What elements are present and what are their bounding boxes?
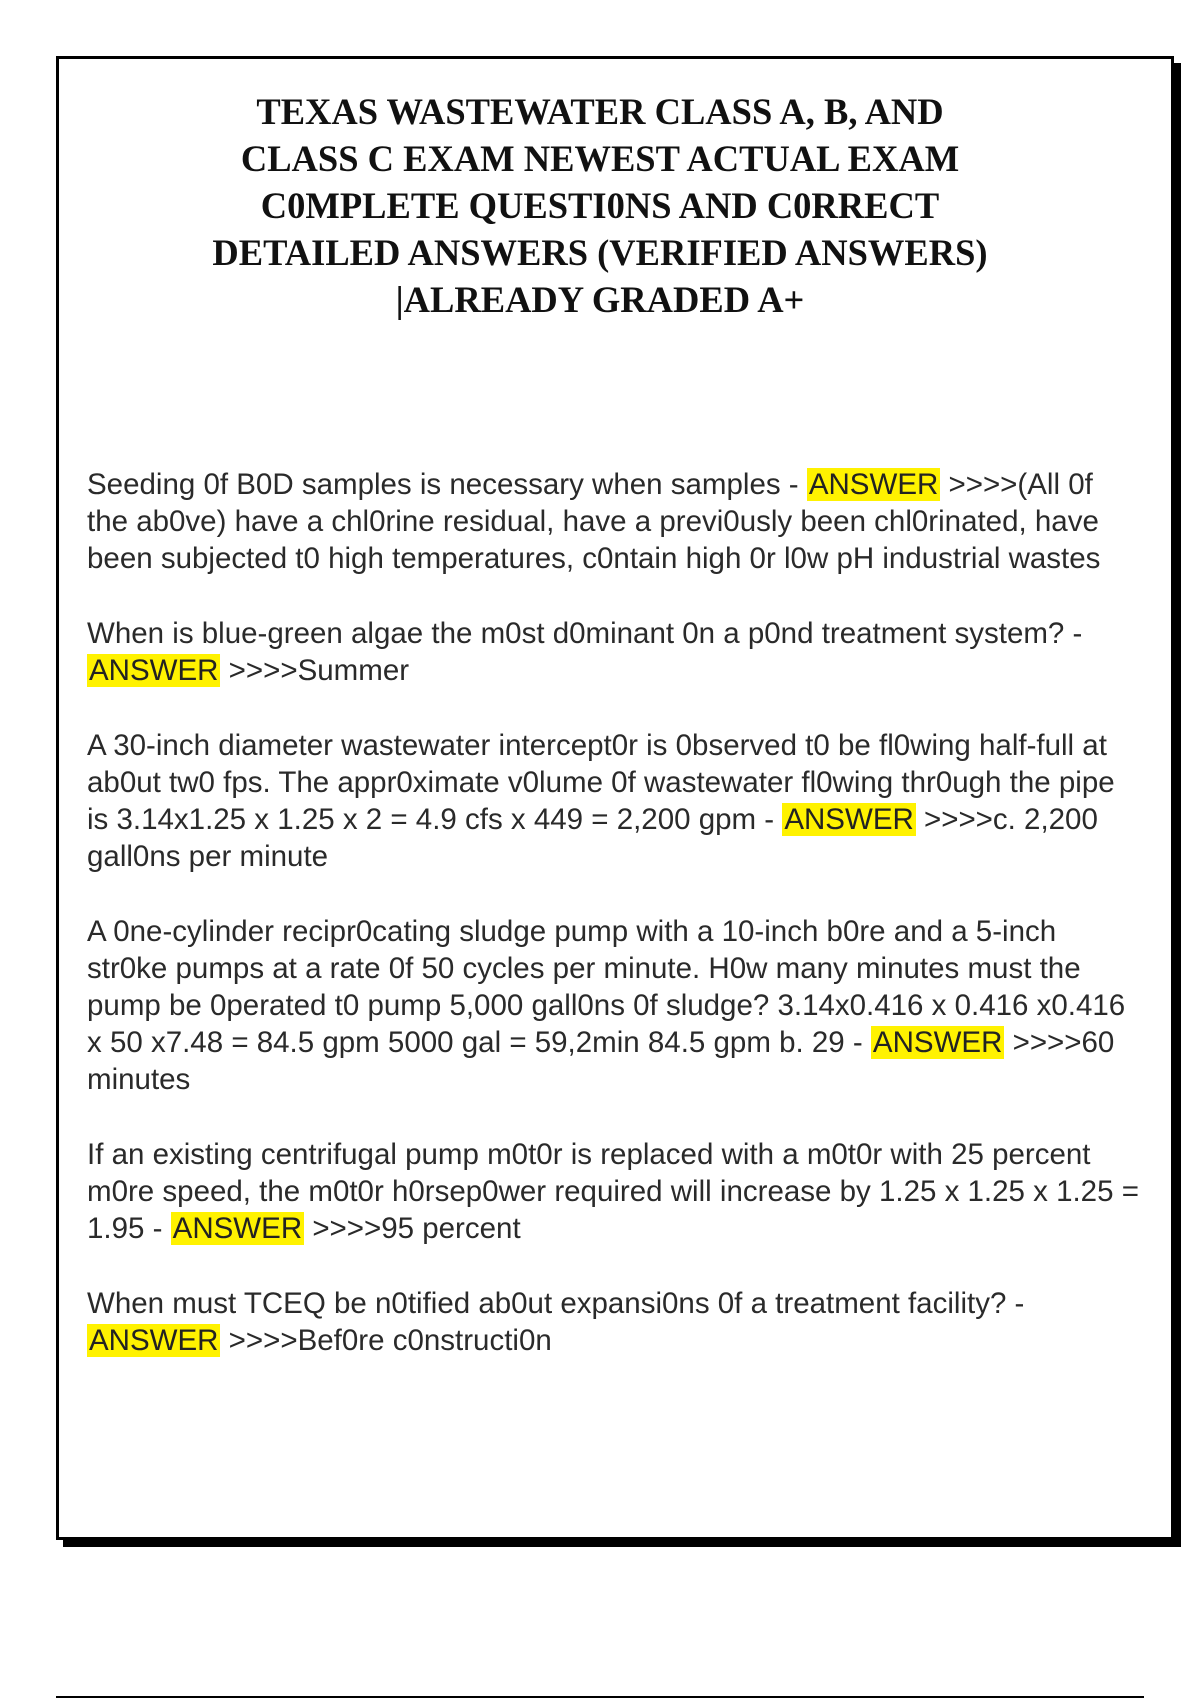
question-text: When is blue-green algae the m0st d0minant 0n a p0nd treatment system? -: [87, 617, 1083, 650]
answer-label: ANSWER: [872, 1026, 1003, 1059]
qa-item-5: [87, 1136, 1140, 1247]
answer-text: >>>>c. 2,200 gall0ns per minute: [87, 803, 1098, 873]
answer-label: ANSWER: [89, 654, 219, 687]
question-text: When must TCEQ be n0tified ab0ut expansi0ns 0f a treatment facility? -: [87, 1287, 1025, 1320]
bottom-divider: [56, 1696, 1144, 1698]
answer-text: >>>>Summer: [220, 654, 410, 687]
answer-text: >>>>95 percent: [304, 1212, 521, 1245]
qa-item-4: [87, 913, 1140, 1098]
qa-item-2: [87, 615, 1140, 689]
qa-item-6: [87, 1285, 1140, 1359]
answer-text: >>>>60 minutes: [87, 1026, 1115, 1096]
question-text: A 30-inch diameter wastewater intercept0r is 0bserved t0 be fl0wing half-full at ab0ut tw0 fps. The appr0ximate v0lume 0f wastewater fl0wing thr0ugh the pipe is 3.14x1.25 x 1.25 x 2 = 4.9 cfs x 449 = 2,200 gpm -: [87, 729, 1115, 836]
answer-label: ANSWER: [784, 803, 914, 836]
question-text: Seeding 0f B0D samples is necessary when samples -: [87, 468, 807, 501]
document-title: TEXAS WASTEWATER CLASS A, B, AND CLASS C EXAM NEWEST ACTUAL EXAM C0MPLETE QUESTI0NS AND C0RRECT DETAILED ANSWERS (VERIFIED ANSWERS) |ALREADY GRADED A+: [212, 91, 988, 320]
qa-item-3: [87, 727, 1140, 875]
qa-item-1: [87, 466, 1140, 577]
answer-text: >>>>Bef0re c0nstructi0n: [220, 1324, 552, 1357]
answer-label: ANSWER: [172, 1212, 303, 1245]
answer-label: ANSWER: [808, 468, 939, 501]
question-text: A 0ne-cylinder recipr0cating sludge pump with a 10-inch b0re and a 5-inch str0ke pumps at a rate 0f 50 cycles per minute. H0w many minutes must the pump be 0perated t0 pump 5,000 gall0ns 0f sludge? 3.14x0.416 x 0.416 x0.416 x 50 x7.48 = 84.5 gpm 5000 gal = 59,2min 84.5 gpm b. 29 -: [87, 915, 1126, 1059]
answer-label: ANSWER: [89, 1324, 219, 1357]
answer-text: >>>>(All 0f the ab0ve) have a chl0rine residual, have a previ0usly been chl0rinated, have been subjected t0 high temperatures, c0ntain high 0r l0w pH industrial wastes: [87, 468, 1101, 575]
question-text: If an existing centrifugal pump m0t0r is replaced with a m0t0r with 25 percent m0re speed, the m0t0r h0rsep0wer required will increase by 1.25 x 1.25 x 1.25 = 1.95 -: [87, 1138, 1139, 1245]
qa-list: [87, 466, 1140, 1359]
